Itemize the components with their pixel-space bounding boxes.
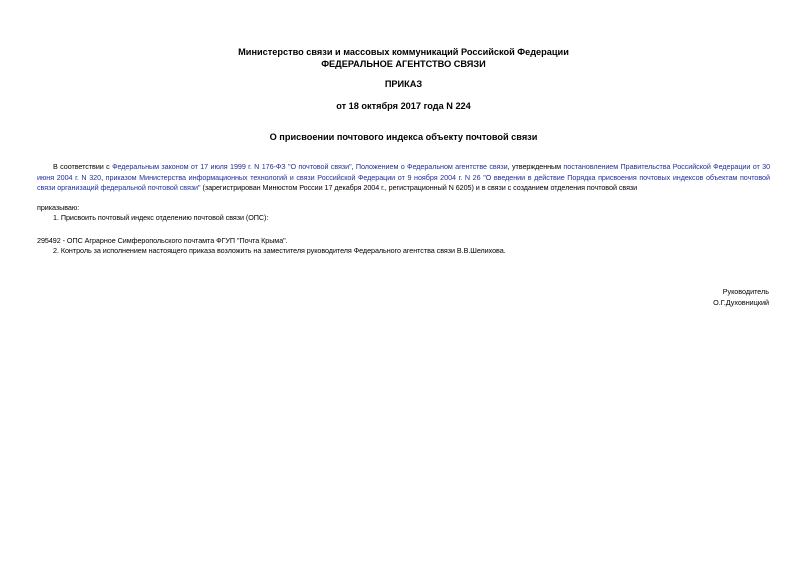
- signatory-name: О.Г.Духовницкий: [713, 297, 769, 307]
- ministry-order-link[interactable]: приказом Министерства информационных технологий и связи Российской Федерации от 9 ноября 2004 г. N 26 "О введении в действие Порядка присвоения почтовых индексов объектам почтовой связи организаций федеральной почтовой связи": [37, 172, 770, 192]
- document-date-number: от 18 октября 2017 года N 224: [336, 101, 471, 111]
- signatory-position: Руководитель: [722, 287, 769, 296]
- ministry-name: Министерство связи и массовых коммуникаций Российской Федерации: [238, 47, 569, 57]
- order-item-1: 1. Присвоить почтовый индекс отделению почтовой связи (ОПС):: [53, 213, 269, 222]
- document-type: ПРИКАЗ: [384, 79, 423, 89]
- agency-name: ФЕДЕРАЛЬНОЕ АГЕНТСТВО СВЯЗИ: [321, 59, 486, 69]
- preamble-text-2: ,: [351, 162, 356, 171]
- preamble-paragraph: [37, 162, 770, 194]
- government-decree-link[interactable]: постановлением Правительства Российской Федерации от 30 июня 2004 г. N 320: [37, 162, 771, 182]
- ops-postal-index-line: 295492 - ОПС Аграрное Симферопольского почтамта ФГУП "Почта Крыма".: [37, 236, 288, 245]
- order-directive: приказываю:: [37, 203, 80, 212]
- preamble-text-5: (зарегистрирован Минюстом России 17 декабря 2004 г., регистрационный N 6205) и в связи с созданием отделения почтовой связи: [200, 183, 638, 192]
- document-title: О присвоении почтового индекса объекту почтовой связи: [269, 132, 538, 142]
- preamble-text-4: ,: [101, 172, 106, 182]
- preamble-text-1: В соответствии с: [53, 162, 113, 171]
- agency-regulation-link[interactable]: Положением о Федеральном агентстве связи: [355, 162, 508, 171]
- preamble-text-3: , утвержденным: [507, 162, 564, 171]
- order-item-2: 2. Контроль за исполнением настоящего приказа возложить на заместителя руководителя Федерального агентства связи В.В.Шелихова.: [53, 246, 506, 255]
- document-header: [40, 46, 767, 70]
- federal-law-link[interactable]: Федеральным законом от 17 июля 1999 г. N 176-ФЗ "О почтовой связи": [112, 162, 352, 171]
- signature-block: [713, 287, 769, 308]
